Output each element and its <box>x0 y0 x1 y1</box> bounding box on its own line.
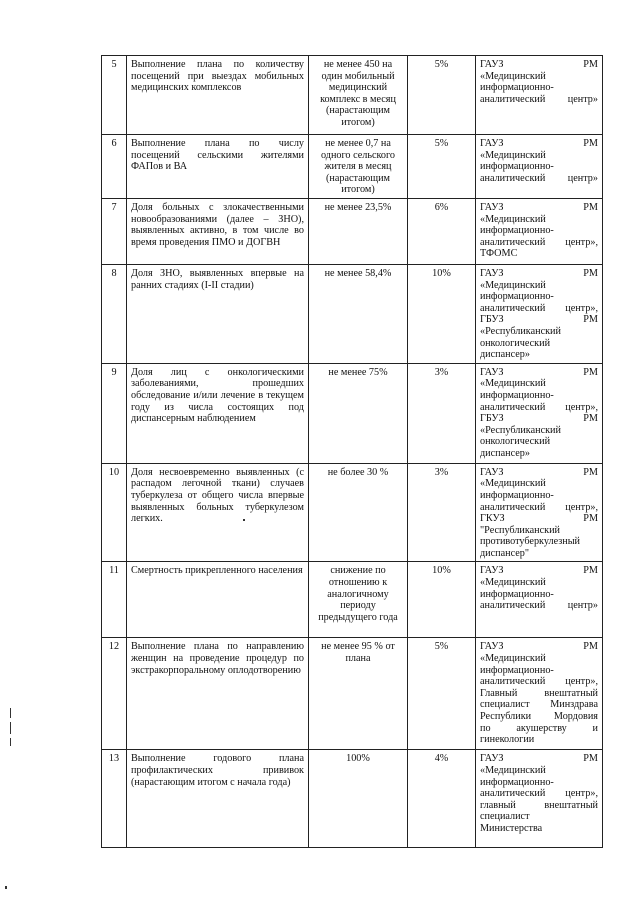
responsible-line: Республики Мордовия <box>480 711 598 723</box>
weight-cell: 10% <box>408 562 476 638</box>
responsible-line: диспансер» <box>480 447 530 459</box>
responsible-line: Министерства <box>480 823 543 835</box>
responsible-cell <box>476 638 603 750</box>
indicator-cell: Доля несвоевременно выявленных (с распадом легочной ткани) случаев туберкулеза от общего числа впервые выявленных больных туберкулезом легких. <box>127 463 309 562</box>
responsible-line: ГАУЗ РМ <box>480 366 598 378</box>
row-number: 12 <box>102 638 127 750</box>
scan-mark <box>243 519 245 521</box>
row-number: 8 <box>102 264 127 363</box>
responsible-line: информационно- <box>480 225 554 237</box>
responsible-line: главный внештатный <box>480 799 598 811</box>
responsible-line: «Республиканский <box>480 325 561 337</box>
responsible-line: «Медицинский <box>480 478 546 490</box>
responsible-line: аналитический центр» <box>480 600 598 612</box>
responsible-cell <box>476 135 603 199</box>
indicator-cell: Доля больных с злокачественными новообразованиями (далее – ЗНО), выявленных активно, в том числе во время проведения ПМО и ДОГВН <box>127 198 309 264</box>
indicator-cell: Выполнение годового плана профилактических прививок (нарастающим итогом с начала года) <box>127 750 309 848</box>
plan-value-cell: не менее 75% <box>309 363 408 463</box>
responsible-line: информационно- <box>480 489 554 501</box>
responsible-line: «Медицинский <box>480 279 546 291</box>
plan-value-cell: не более 30 % <box>309 463 408 562</box>
table-row <box>102 135 603 199</box>
responsible-line: «Республиканский <box>480 424 561 436</box>
weight-cell: 10% <box>408 264 476 363</box>
table-row <box>102 264 603 363</box>
plan-value-cell: не менее 23,5% <box>309 198 408 264</box>
responsible-line: аналитический центр», <box>480 236 598 248</box>
responsible-line: «Медицинский <box>480 653 546 665</box>
responsible-line: аналитический центр» <box>480 93 598 105</box>
row-number: 13 <box>102 750 127 848</box>
responsible-line: «Медицинский <box>480 149 546 161</box>
row-number: 6 <box>102 135 127 199</box>
responsible-cell <box>476 750 603 848</box>
row-number: 5 <box>102 56 127 135</box>
weight-cell: 5% <box>408 638 476 750</box>
responsible-line: аналитический центр», <box>480 302 598 314</box>
responsible-line: информационно- <box>480 588 554 600</box>
responsible-line: ГАУЗ РМ <box>480 466 598 478</box>
scan-mark <box>10 708 11 718</box>
indicator-cell: Доля ЗНО, выявленных впервые на ранних стадиях (I-II стадии) <box>127 264 309 363</box>
table-row <box>102 638 603 750</box>
indicator-cell: Выполнение плана по числу посещений сельскими жителями ФАПов и ВА <box>127 135 309 199</box>
responsible-cell <box>476 463 603 562</box>
table-row <box>102 463 603 562</box>
responsible-line: ГАУЗ РМ <box>480 201 598 213</box>
responsible-line: ТФОМС <box>480 248 518 260</box>
plan-value-cell: не менее 0,7 на одного сельского жителя в месяц (нарастающим итогом) <box>309 135 408 199</box>
responsible-line: специалист Минздрава <box>480 699 598 711</box>
indicator-cell: Выполнение плана по направлению женщин на проведение процедур по экстракорпоральному оплодотворению <box>127 638 309 750</box>
scan-mark <box>5 886 7 889</box>
plan-value-cell: не менее 58,4% <box>309 264 408 363</box>
responsible-line: ГАУЗ РМ <box>480 267 598 279</box>
responsible-line: ГАУЗ РМ <box>480 753 598 765</box>
row-number: 11 <box>102 562 127 638</box>
responsible-line: информационно- <box>480 291 554 303</box>
table-body <box>102 56 603 848</box>
responsible-cell <box>476 264 603 363</box>
indicator-cell: Выполнение плана по количеству посещений при выездах мобильных медицинских комплексов <box>127 56 309 135</box>
responsible-line: по акушерству и <box>480 722 598 734</box>
responsible-line: ГАУЗ РМ <box>480 641 598 653</box>
indicators-table <box>101 55 603 848</box>
table-row <box>102 56 603 135</box>
responsible-cell <box>476 56 603 135</box>
responsible-line: ГБУЗ РМ <box>480 314 598 326</box>
responsible-line: онкологический <box>480 436 551 448</box>
responsible-line: аналитический центр», <box>480 401 598 413</box>
plan-value-cell: не менее 450 на один мобильный медицинский комплекс в месяц (нарастающим итогом) <box>309 56 408 135</box>
responsible-line: аналитический центр», <box>480 676 598 688</box>
table-row <box>102 750 603 848</box>
responsible-line: аналитический центр», <box>480 788 598 800</box>
responsible-line: гинекологии <box>480 734 535 746</box>
responsible-cell <box>476 562 603 638</box>
plan-value-cell: 100% <box>309 750 408 848</box>
scan-mark <box>10 722 11 734</box>
row-number: 7 <box>102 198 127 264</box>
responsible-line: ГКУЗ РМ <box>480 513 598 525</box>
row-number: 10 <box>102 463 127 562</box>
plan-value-cell: снижение по отношению к аналогичному периоду предыдущего года <box>309 562 408 638</box>
responsible-line: ГБУЗ РМ <box>480 413 598 425</box>
weight-cell: 3% <box>408 363 476 463</box>
responsible-line: диспансер" <box>480 547 530 559</box>
responsible-line: "Республиканский <box>480 524 561 536</box>
responsible-line: Главный внештатный <box>480 687 598 699</box>
responsible-line: «Медицинский <box>480 70 546 82</box>
weight-cell: 6% <box>408 198 476 264</box>
responsible-line: «Медицинский <box>480 378 546 390</box>
responsible-line: информационно- <box>480 776 554 788</box>
responsible-line: ГАУЗ РМ <box>480 565 598 577</box>
weight-cell: 3% <box>408 463 476 562</box>
responsible-line: аналитический центр» <box>480 172 598 184</box>
indicator-cell: Доля лиц с онкологическими заболеваниями, прошедших обследование и/или лечение в текущем году из числа состоящих под диспансерным наблюдением <box>127 363 309 463</box>
responsible-line: «Медицинский <box>480 765 546 777</box>
responsible-line: «Медицинский <box>480 213 546 225</box>
weight-cell: 5% <box>408 135 476 199</box>
responsible-line: ГАУЗ РМ <box>480 138 598 149</box>
responsible-line: аналитический центр», <box>480 501 598 513</box>
responsible-line: информационно- <box>480 389 554 401</box>
responsible-line: ГАУЗ РМ <box>480 59 598 70</box>
responsible-line: онкологический <box>480 337 551 349</box>
table-row <box>102 198 603 264</box>
responsible-cell <box>476 198 603 264</box>
responsible-cell <box>476 363 603 463</box>
weight-cell: 5% <box>408 56 476 135</box>
table-row <box>102 562 603 638</box>
scan-mark <box>10 738 11 746</box>
row-number: 9 <box>102 363 127 463</box>
responsible-line: диспансер» <box>480 349 530 361</box>
responsible-line: специалист <box>480 811 530 823</box>
weight-cell: 4% <box>408 750 476 848</box>
indicator-cell: Смертность прикрепленного населения <box>127 562 309 638</box>
responsible-line: информационно- <box>480 161 554 173</box>
responsible-line: информационно- <box>480 664 554 676</box>
responsible-line: информационно- <box>480 82 554 94</box>
responsible-line: «Медицинский <box>480 577 546 589</box>
plan-value-cell: не менее 95 % от плана <box>309 638 408 750</box>
table-row <box>102 363 603 463</box>
responsible-line: противотуберкулезный <box>480 536 581 548</box>
